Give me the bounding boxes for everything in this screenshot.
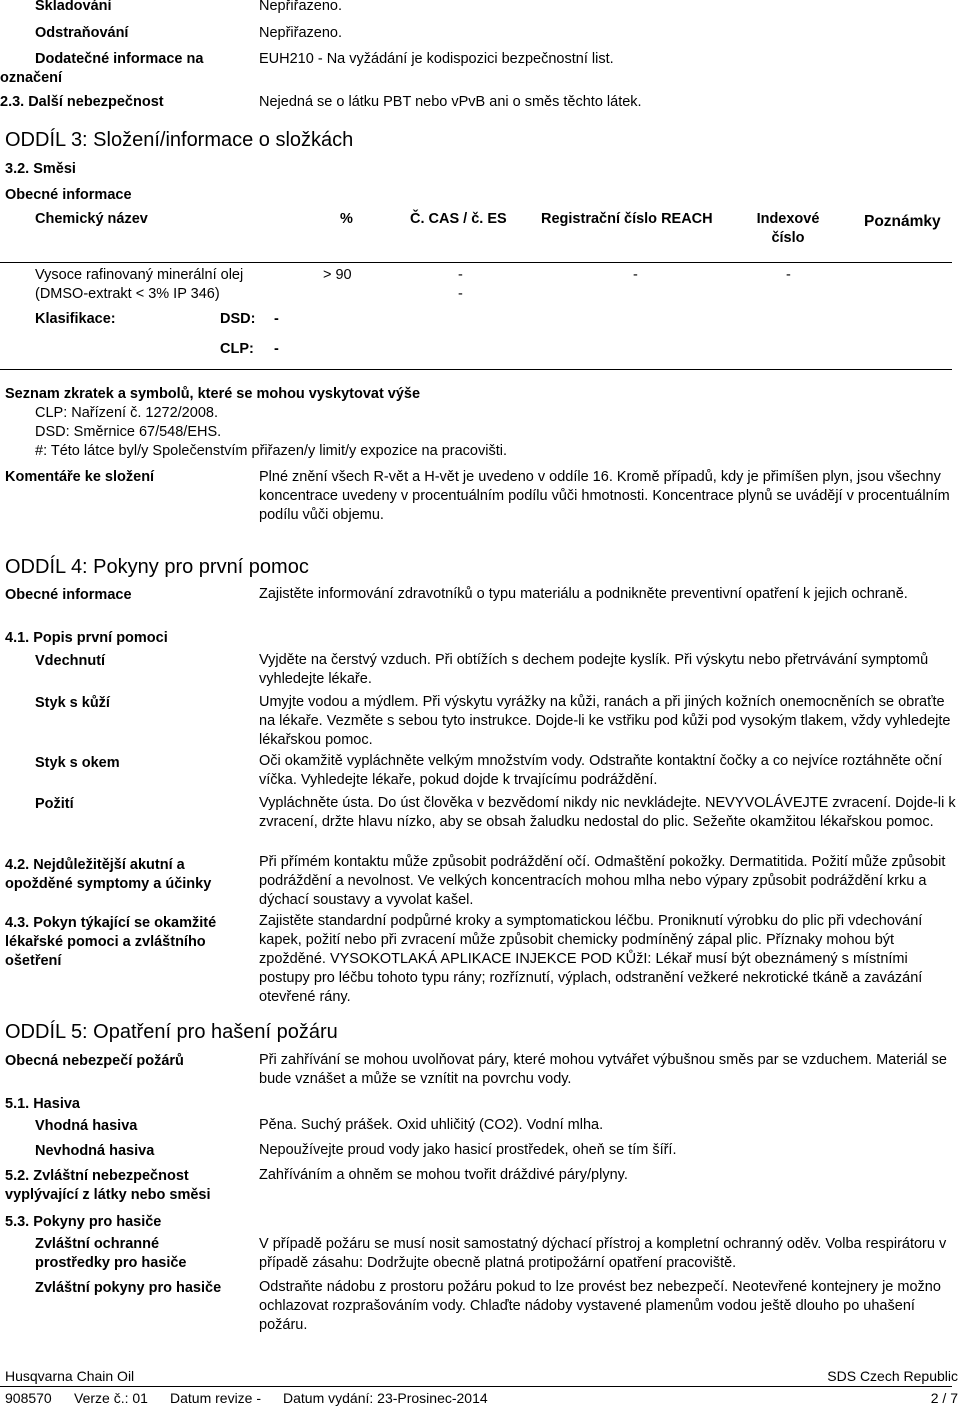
suitable-media-label: Vhodná hasiva [35,1118,138,1134]
other-hazards-value: Nejedná se o látku PBT nebo vPvB ani o směs těchto látek. [259,94,642,110]
footer-code: 908570 [5,1390,52,1406]
special-hazards-label-line1: 5.2. Zvláštní nebezpečnost [5,1168,189,1184]
footer-region: SDS Czech Republic [827,1368,958,1384]
first-aid-general-label: Obecné informace [5,587,132,603]
extra-labeling-value: EUH210 - Na vyžádání je kodispozici bezpečnostní list. [259,51,614,67]
disposal-value: Nepřiřazeno. [259,25,343,41]
eye-contact-label: Styk s okem [35,755,120,771]
classification-label: Klasifikace: [35,311,116,327]
protective-equipment-label [35,1235,187,1273]
medical-attention-label-line2: lékařské pomoci a zvláštního [5,934,206,950]
composition-comments-label: Komentáře ke složení [5,469,155,485]
protective-equipment-label-line1: Zvláštní ochranné [35,1236,160,1252]
section3-title: ODDÍL 3: Složení/informace o složkách [5,129,354,151]
ingestion-label: Požití [35,796,74,812]
footer-revision-date: Datum revize - [170,1390,262,1406]
protective-equipment-label-line2: prostředky pro hasiče [35,1255,187,1271]
section4-title: ODDÍL 4: Pokyny pro první pomoc [5,556,309,578]
first-aid-description-label: 4.1. Popis první pomoci [5,630,168,646]
abbrev-dsd: DSD: Směrnice 67/548/EHS. [35,424,222,440]
footer-issue-date: Datum vydání: 23-Prosinec-2014 [283,1390,488,1406]
skin-contact-label: Styk s kůží [35,695,110,711]
mixtures-subsection: 3.2. Směsi [5,161,76,177]
composition-comments-value: Plné znění všech R-vět a H-vět je uvedeno v oddíle 16. Kromě případů, kdy je přimíšen plyn, jsou všechny koncentrace uvedeny v procentuálním podílu vůči hmotnosti. Koncentrace plynů se uvádějí v procentuálním podílu vůči objemu. [259,469,950,523]
dsd-label: DSD: [220,311,256,327]
storage-value: Nepřiřazeno. [259,0,343,14]
medical-attention-label-line1: 4.3. Pokyn týkající se okamžité [5,915,217,931]
component-name-line1: Vysoce rafinovaný minerální olej [35,267,244,283]
abbrev-clp: CLP: Nařízení č. 1272/2008. [35,405,218,421]
component-name-line2: (DMSO-extrakt < 3% IP 346) [35,286,220,302]
symptoms-label-line2: opožděné symptomy a účinky [5,876,212,892]
clp-label: CLP: [220,341,254,357]
first-aid-general-value: Zajistěte informování zdravotníků o typu materiálu a podnikněte preventivní opatření k jejich ochraně. [259,586,908,602]
skin-contact-value: Umyjte vodou a mýdlem. Při výskytu vyrážky na kůži, ranách a při jiných kožních onemocněních se obraťte na lékaře. Vezměte s sebou tyto instrukce. Dojde-li ke vstřiku pod kůži pod vysokým tlakem, vždy vyhledejte lékařskou pomoc. [259,694,951,748]
special-instructions-value: Odstraňte nádobu z prostoru požáru pokud to lze provést bez nebezpečí. Neotevřené kontejnery je možno ochlazovat rozprašováním vody. Chlaďte nádoby vystavené plamenům vodou ještě dlouho po uhašení požáru. [259,1279,941,1333]
abbrev-hash: #: Této látce byl/y Společenstvím přiřazen/y limit/y expozice na pracovišti. [35,443,507,459]
disposal-label: Odstraňování [35,25,129,41]
component-percent: > 90 [323,267,352,283]
protective-equipment-value: V případě požáru se musí nosit samostatný dýchací přístroj a kompletní ochranný oděv. Volba respirátoru v případě zásahu: Dodržujte obecně platná protipožární opatření pracoviště. [259,1236,947,1271]
col-notes: Poznámky [864,213,941,230]
medical-attention-label-line3: ošetření [5,953,62,969]
symptoms-label [5,856,211,894]
footer-product: Husqvarna Chain Oil [5,1368,135,1384]
component-es: - [458,286,463,302]
section5-title: ODDÍL 5: Opatření pro hašení požáru [5,1021,338,1043]
dsd-value: - [274,311,279,327]
symptoms-label-line1: 4.2. Nejdůležitější akutní a [5,857,185,873]
ingestion-value: Vypláchněte ústa. Do úst člověka v bezvědomí nikdy nic nevkládejte. NEVYVOLÁVEJTE zvracení. Dojde-li k zvracení, držte hlavu nízko, aby se obsah žaludku nedostal do plic. Sežeňte okamžitou lékařskou pomoc. [259,795,956,830]
col-index-line2: číslo [771,230,805,246]
abbreviations-title: Seznam zkratek a symbolů, které se mohou vyskytovat výše [5,386,421,402]
storage-label: Skladování [35,0,112,14]
footer-version: Verze č.: 01 [74,1390,148,1406]
eye-contact-value: Oči okamžitě vypláchněte velkým množstvím vody. Odstraňte kontaktní čočky a co nejvíce roztáhněte oční víčka. Vyhledejte lékaře, pokud dojde k trvajícímu podráždění. [259,753,943,788]
inhalation-value: Vyjděte na čerstvý vzduch. Při obtížích s dechem podejte kyslík. Při výskytu nebo přetrvávání symptomů vyhledejte lékaře. [259,652,929,687]
suitable-media-value: Pěna. Suchý prášek. Oxid uhličitý (CO2). Vodní mlha. [259,1117,604,1133]
table-header-rule [0,262,952,263]
special-hazards-label-line2: vyplývající z látky nebo směsi [5,1187,211,1203]
table-bottom-rule [0,369,952,370]
col-cas-es: Č. CAS / č. ES [410,211,507,227]
component-reach: - [633,267,638,283]
fire-hazards-label: Obecná nebezpečí požárů [5,1053,184,1069]
col-reach: Registrační číslo REACH [541,211,713,227]
other-hazards-label: 2.3. Další nebezpečnost [0,94,164,110]
firefighter-advice-label: 5.3. Pokyny pro hasiče [5,1214,162,1230]
footer-rule [0,1386,952,1387]
col-index-line1: Indexové [756,211,820,227]
extinguishing-media-label: 5.1. Hasiva [5,1096,80,1112]
extra-labeling-label [0,50,204,88]
clp-value: - [274,341,279,357]
col-index [750,210,826,248]
extra-labeling-label-line1: Dodatečné informace na [35,51,204,67]
footer-page-number: 2 / 7 [930,1390,958,1406]
unsuitable-media-label: Nevhodná hasiva [35,1143,155,1159]
col-percent: % [340,211,353,227]
general-info-heading: Obecné informace [5,187,132,203]
col-chemical-name: Chemický název [35,211,148,227]
medical-attention-value: Zajistěte standardní podpůrné kroky a symptomatickou léčbu. Proniknutí výrobku do plic při vdechování kapek, požití nebo při zvracení může způsobit chemicky podmíněný zápal plic. Příznaky mohou být zpožděné. VYSOKOTLAKÁ APLIKACE INJEKCE POD KŮžI: Lékař musí být obeznámený s místními postupy pro léčbu tohoto typu rány; rozříznutí, výplach, odstranění vežkeré nekrotické tkáně a zavázání otevřené rány. [259,913,923,1005]
symptoms-value: Při přímém kontaktu může způsobit podráždění očí. Odmaštění pokožky. Dermatitida. Požití může způsobit podráždění a nevolnost. Ve velkých koncentracích mohou mlha nebo výpary způsobit podráždění krku a dýchací soustavy a vyvolat kašel. [259,854,946,908]
special-hazards-value: Zahříváním a ohněm se mohou tvořit dráždivé páry/plyny. [259,1167,628,1183]
unsuitable-media-value: Nepoužívejte proud vody jako hasicí prostředek, oheň se tím šíří. [259,1142,677,1158]
fire-hazards-value: Při zahřívání se mohou uvolňovat páry, které mohou vytvářet výbušnou směs par se vzduchem. Materiál se bude vznášet a může se vznítit na povrchu vody. [259,1052,947,1087]
extra-labeling-label-line2: označení [0,70,63,86]
medical-attention-label [5,914,216,971]
special-instructions-label: Zvláštní pokyny pro hasiče [35,1280,222,1296]
component-cas: - [458,267,463,283]
component-name [35,266,243,304]
inhalation-label: Vdechnutí [35,653,106,669]
special-hazards-label [5,1167,211,1205]
component-index: - [786,267,791,283]
